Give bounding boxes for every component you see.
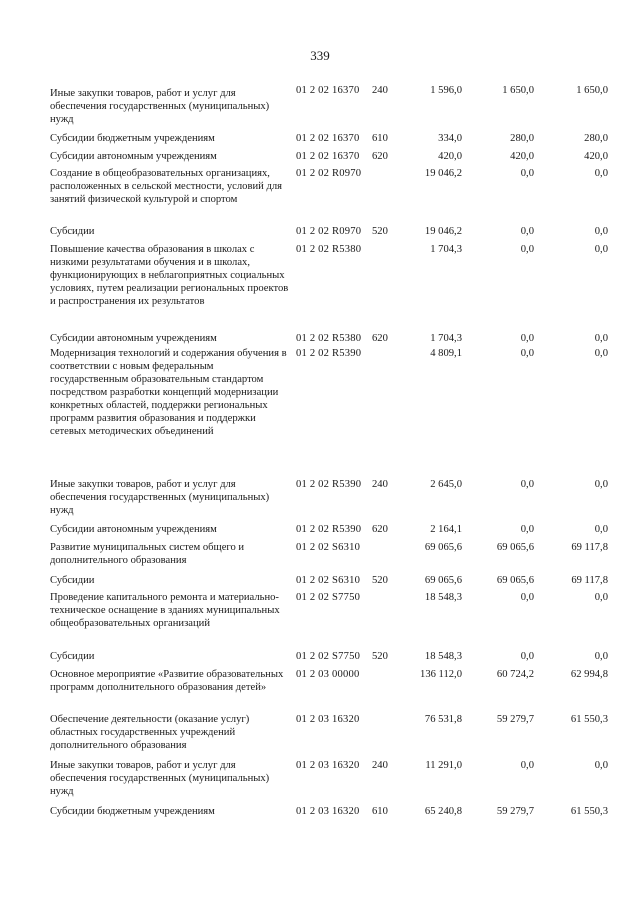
row-value-1: 69 065,6	[424, 575, 462, 586]
row-value-3: 0,0	[594, 479, 608, 490]
table-row	[50, 347, 616, 478]
row-value-1: 4 809,1	[430, 348, 462, 359]
row-value-1: 65 240,8	[424, 806, 462, 817]
row-name: Обеспечение деятельности (оказание услуг) областных государственных учреждений дополнительного образования	[50, 714, 250, 751]
table-row	[50, 759, 616, 805]
row-value-1: 1 704,3	[430, 244, 462, 255]
row-code: 01 2 02 R0970	[296, 226, 362, 237]
table-row	[50, 541, 616, 574]
row-value-1: 11 291,0	[425, 760, 462, 771]
row-code: 01 2 03 16320	[296, 714, 360, 725]
row-value-3: 0,0	[594, 592, 608, 603]
row-value-3: 69 117,8	[571, 542, 608, 553]
row-expense-type: 520	[372, 226, 388, 237]
row-value-2: 1 650,0	[502, 85, 534, 96]
row-name: Иные закупки товаров, работ и услуг для обеспечения государственных (муниципальных) нужд	[50, 88, 270, 125]
row-name: Создание в общеобразовательных организациях, расположенных в сельской местности, условий для занятий физической культурой и спортом	[50, 168, 283, 205]
row-expense-type: 240	[372, 85, 388, 96]
row-code: 01 2 03 16320	[296, 760, 360, 771]
row-name: Субсидии бюджетным учреждениям	[50, 806, 215, 817]
row-code: 01 2 02 R5390	[296, 524, 362, 535]
row-value-2: 59 279,7	[496, 714, 534, 725]
row-code: 01 2 02 16370	[296, 85, 360, 96]
row-name: Субсидии автономным учреждениям	[50, 333, 217, 344]
table-row	[50, 84, 616, 132]
row-value-1: 136 112,0	[420, 669, 462, 680]
row-value-3: 0,0	[594, 333, 608, 344]
row-code: 01 2 02 R5390	[296, 479, 362, 490]
row-value-2: 0,0	[520, 592, 534, 603]
row-code: 01 2 02 S7750	[296, 592, 361, 603]
row-expense-type: 240	[372, 760, 388, 771]
row-value-2: 69 065,6	[496, 542, 534, 553]
row-value-2: 0,0	[520, 348, 534, 359]
row-code: 01 2 02 16370	[296, 151, 360, 162]
row-code: 01 2 02 R5380	[296, 244, 362, 255]
table-row	[50, 225, 616, 243]
row-value-1: 76 531,8	[424, 714, 462, 725]
row-value-2: 280,0	[510, 133, 534, 144]
row-name: Субсидии	[50, 575, 95, 586]
table-row	[50, 150, 616, 167]
row-name: Субсидии	[50, 651, 95, 662]
row-name: Повышение качества образования в школах с низкими результатами обучения и в школах, функционирующих в неблагоприятных социальных условиях, путем реализации региональных проектов и распространения их результатов	[50, 244, 289, 307]
row-code: 01 2 02 R0970	[296, 168, 362, 179]
row-name: Субсидии автономным учреждениям	[50, 151, 217, 162]
row-name: Проведение капитального ремонта и материально-техническое оснащение в зданиях муниципальных общеобразовательных организаций	[50, 592, 280, 629]
table-row	[50, 332, 616, 347]
row-name: Иные закупки товаров, работ и услуг для обеспечения государственных (муниципальных) нужд	[50, 760, 270, 797]
row-value-3: 1 650,0	[576, 85, 608, 96]
row-value-3: 69 117,8	[571, 575, 608, 586]
table-row	[50, 591, 616, 650]
budget-table	[50, 84, 616, 823]
row-value-1: 69 065,6	[424, 542, 462, 553]
row-value-3: 0,0	[594, 524, 608, 535]
row-value-2: 0,0	[520, 651, 534, 662]
table-row	[50, 523, 616, 541]
row-value-2: 0,0	[520, 524, 534, 535]
row-code: 01 2 02 S7750	[296, 651, 361, 662]
table-row	[50, 478, 616, 523]
row-value-3: 0,0	[594, 348, 608, 359]
row-expense-type: 620	[372, 333, 388, 344]
row-value-3: 420,0	[584, 151, 608, 162]
table-row	[50, 668, 616, 713]
row-value-3: 61 550,3	[570, 714, 608, 725]
row-expense-type: 240	[372, 479, 388, 490]
row-value-1: 420,0	[438, 151, 462, 162]
table-row	[50, 167, 616, 225]
row-value-1: 18 548,3	[424, 592, 462, 603]
row-value-2: 0,0	[520, 479, 534, 490]
row-code: 01 2 03 16320	[296, 806, 360, 817]
page-number: 339	[310, 48, 330, 63]
row-value-1: 18 548,3	[424, 651, 462, 662]
row-value-1: 1 704,3	[430, 333, 462, 344]
row-value-3: 62 994,8	[570, 669, 608, 680]
row-value-2: 0,0	[520, 760, 534, 771]
row-value-1: 2 164,1	[430, 524, 462, 535]
row-code: 01 2 02 R5380	[296, 333, 362, 344]
row-expense-type: 520	[372, 651, 388, 662]
row-code: 01 2 02 S6310	[296, 542, 361, 553]
row-value-1: 2 645,0	[430, 479, 462, 490]
row-name: Субсидии автономным учреждениям	[50, 524, 217, 535]
row-value-3: 0,0	[594, 760, 608, 771]
row-code: 01 2 02 R5390	[296, 348, 362, 359]
row-expense-type: 610	[372, 133, 388, 144]
table-row	[50, 713, 616, 759]
row-value-1: 19 046,2	[424, 168, 462, 179]
row-value-2: 59 279,7	[496, 806, 534, 817]
row-value-2: 0,0	[520, 226, 534, 237]
row-code: 01 2 02 S6310	[296, 575, 361, 586]
table-row	[50, 132, 616, 150]
table-row	[50, 650, 616, 668]
row-value-3: 0,0	[594, 226, 608, 237]
table-row	[50, 805, 616, 823]
row-expense-type: 620	[372, 151, 388, 162]
row-value-1: 334,0	[438, 133, 462, 144]
row-expense-type: 620	[372, 524, 388, 535]
row-name: Развитие муниципальных систем общего и дополнительного образования	[50, 542, 245, 566]
row-value-1: 19 046,2	[424, 226, 462, 237]
row-value-2: 0,0	[520, 244, 534, 255]
row-value-3: 0,0	[594, 651, 608, 662]
row-value-2: 0,0	[520, 168, 534, 179]
table-row	[50, 243, 616, 332]
row-value-3: 0,0	[594, 168, 608, 179]
row-value-2: 420,0	[510, 151, 534, 162]
row-name: Субсидии бюджетным учреждениям	[50, 133, 215, 144]
row-expense-type: 610	[372, 806, 388, 817]
row-name: Иные закупки товаров, работ и услуг для обеспечения государственных (муниципальных) нужд	[50, 479, 270, 516]
row-value-2: 60 724,2	[496, 669, 534, 680]
row-value-3: 0,0	[594, 244, 608, 255]
row-value-2: 69 065,6	[496, 575, 534, 586]
row-name: Субсидии	[50, 226, 95, 237]
table-row	[50, 574, 616, 591]
row-name: Модернизация технологий и содержания обучения в соответствии с новым федеральным государственным образовательным стандартом посредством разработки концепций модернизации конкретных областей, поддержки региональных программ развития образования и поддержки сетевых методических объединений	[50, 348, 287, 437]
row-value-3: 280,0	[584, 133, 608, 144]
row-value-3: 61 550,3	[570, 806, 608, 817]
row-code: 01 2 02 16370	[296, 133, 360, 144]
row-name: Основное мероприятие «Развитие образовательных программ дополнительного образования детей»	[50, 669, 284, 693]
row-value-1: 1 596,0	[430, 85, 462, 96]
row-expense-type: 520	[372, 575, 388, 586]
row-value-2: 0,0	[520, 333, 534, 344]
row-code: 01 2 03 00000	[296, 669, 360, 680]
